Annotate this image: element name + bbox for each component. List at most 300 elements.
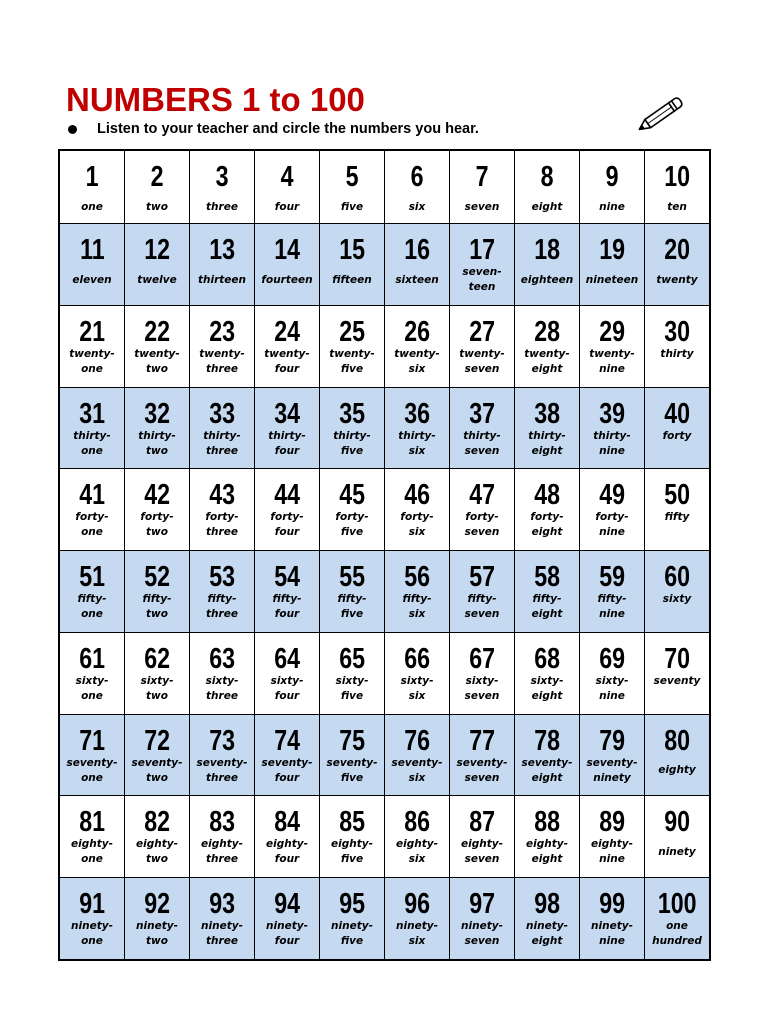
number-digits: 85 bbox=[339, 806, 365, 839]
number-digits: 74 bbox=[274, 724, 300, 757]
number-digits: 79 bbox=[599, 724, 625, 757]
number-word-line: eight bbox=[531, 608, 563, 621]
number-cell bbox=[255, 224, 320, 305]
number-word-line: nine bbox=[599, 526, 625, 539]
number-digits: 25 bbox=[339, 315, 365, 348]
number-cell bbox=[190, 151, 255, 223]
number-cell bbox=[255, 151, 320, 223]
number-digits: 52 bbox=[144, 561, 170, 594]
number-word-line: eight bbox=[531, 200, 563, 213]
number-digits: 41 bbox=[79, 479, 105, 512]
number-digits: 54 bbox=[274, 561, 300, 594]
number-digits: 5 bbox=[345, 161, 359, 193]
number-word-line: seventy- bbox=[66, 756, 118, 769]
number-digits: 45 bbox=[339, 479, 365, 512]
number-word-line: eighty bbox=[658, 764, 696, 777]
number-word-line: twenty- bbox=[134, 347, 180, 360]
number-word-line: hundred bbox=[652, 935, 702, 948]
number-cell bbox=[60, 224, 125, 305]
number-word-line: thirty- bbox=[333, 429, 371, 442]
number-cell bbox=[60, 633, 125, 714]
number-word-line: eighty- bbox=[201, 838, 243, 851]
number-digits: 96 bbox=[404, 888, 430, 921]
number-word-line: eighteen bbox=[520, 273, 574, 286]
number-cell bbox=[125, 469, 190, 550]
number-word-line: fifty bbox=[664, 511, 690, 524]
number-word bbox=[270, 510, 303, 540]
number-word bbox=[524, 347, 570, 377]
number-word-line: five bbox=[340, 200, 364, 213]
number-word-line: seventy- bbox=[521, 756, 573, 769]
number-word bbox=[663, 592, 692, 622]
number-word bbox=[73, 429, 111, 459]
number-cell bbox=[580, 878, 645, 959]
number-cell bbox=[385, 151, 450, 223]
number-word bbox=[332, 265, 372, 295]
number-word-line: thirty- bbox=[463, 429, 501, 442]
number-word bbox=[526, 837, 568, 867]
number-word bbox=[396, 919, 438, 949]
number-word bbox=[261, 265, 312, 295]
number-word-line: two bbox=[146, 526, 168, 539]
number-word-line: seven bbox=[464, 444, 500, 457]
number-digits: 27 bbox=[469, 315, 495, 348]
number-word-line: sixty- bbox=[530, 674, 564, 687]
number-digits: 73 bbox=[209, 724, 235, 757]
number-word bbox=[465, 674, 500, 704]
number-word-line: seventy- bbox=[196, 756, 248, 769]
number-cell bbox=[515, 715, 580, 796]
number-word-line: fifty- bbox=[532, 593, 562, 606]
number-cell bbox=[515, 388, 580, 469]
number-word-line: five bbox=[340, 689, 364, 702]
pencil-icon bbox=[634, 95, 686, 135]
number-word-line: thirteen bbox=[197, 273, 246, 286]
number-word-line: sixty- bbox=[75, 674, 109, 687]
number-word-line: ninety- bbox=[71, 920, 113, 933]
number-word bbox=[136, 837, 178, 867]
number-word-line: forty- bbox=[270, 511, 304, 524]
number-cell bbox=[580, 796, 645, 877]
number-digits: 1 bbox=[85, 161, 99, 193]
number-cell bbox=[645, 551, 709, 632]
number-cell bbox=[580, 151, 645, 223]
number-word-line: sixty- bbox=[400, 674, 434, 687]
number-word-line: seventy- bbox=[261, 756, 313, 769]
number-cell bbox=[645, 306, 709, 387]
number-word-line: six bbox=[408, 444, 426, 457]
number-digits: 64 bbox=[274, 642, 300, 675]
number-word-line: thirty- bbox=[203, 429, 241, 442]
number-word-line: thirty- bbox=[593, 429, 631, 442]
number-word-line: one bbox=[81, 689, 103, 702]
number-word bbox=[398, 429, 436, 459]
number-word-line: fifty- bbox=[467, 593, 497, 606]
number-digits: 39 bbox=[599, 397, 625, 430]
number-word bbox=[597, 592, 626, 622]
number-cell bbox=[125, 796, 190, 877]
number-word bbox=[137, 265, 176, 295]
number-word bbox=[526, 919, 568, 949]
number-word-line: nine bbox=[599, 362, 625, 375]
number-digits: 23 bbox=[209, 315, 235, 348]
number-word bbox=[663, 429, 692, 459]
number-word-line: three bbox=[206, 444, 238, 457]
number-word bbox=[461, 837, 503, 867]
number-word-line: four bbox=[274, 444, 300, 457]
number-word-line: four bbox=[274, 689, 300, 702]
number-digits: 6 bbox=[410, 161, 424, 193]
number-cell bbox=[320, 715, 385, 796]
number-word-line: three bbox=[206, 362, 238, 375]
number-digits: 58 bbox=[534, 561, 560, 594]
number-digits: 32 bbox=[144, 397, 170, 430]
number-cell bbox=[450, 469, 515, 550]
number-word-line: forty- bbox=[140, 511, 174, 524]
number-word-line: seven bbox=[464, 771, 500, 784]
number-cell bbox=[190, 796, 255, 877]
number-word-line: sixty bbox=[662, 593, 692, 606]
number-cell bbox=[320, 633, 385, 714]
number-word-line: four bbox=[274, 362, 300, 375]
number-cell bbox=[385, 224, 450, 305]
number-cell bbox=[125, 633, 190, 714]
number-word-line: forty- bbox=[205, 511, 239, 524]
number-word bbox=[396, 837, 438, 867]
number-digits: 87 bbox=[469, 806, 495, 839]
number-digits: 40 bbox=[664, 397, 690, 430]
number-word bbox=[463, 429, 501, 459]
number-word-line: one bbox=[666, 920, 688, 933]
number-word bbox=[199, 347, 245, 377]
number-cell bbox=[60, 151, 125, 223]
number-word-line: one bbox=[81, 608, 103, 621]
number-word bbox=[71, 837, 113, 867]
number-cell bbox=[450, 306, 515, 387]
number-word-line: sixty- bbox=[595, 674, 629, 687]
number-word-line: sixty- bbox=[205, 674, 239, 687]
number-word bbox=[337, 592, 366, 622]
number-word-line: thirty- bbox=[268, 429, 306, 442]
number-word-line: two bbox=[146, 200, 168, 213]
number-word-line: four bbox=[274, 608, 300, 621]
number-cell bbox=[190, 469, 255, 550]
number-word bbox=[134, 347, 180, 377]
number-cell bbox=[385, 633, 450, 714]
number-digits: 12 bbox=[144, 234, 170, 266]
number-word-line: eighty- bbox=[331, 838, 373, 851]
number-word-line: seven bbox=[464, 608, 500, 621]
number-word-line: twenty- bbox=[589, 347, 635, 360]
number-digits: 75 bbox=[339, 724, 365, 757]
number-word-line: eighty- bbox=[591, 838, 633, 851]
number-word bbox=[591, 837, 633, 867]
number-word-line: seven bbox=[464, 526, 500, 539]
number-cell bbox=[645, 878, 709, 959]
number-word-line: sixty- bbox=[335, 674, 369, 687]
number-word-line: forty- bbox=[75, 511, 109, 524]
number-word-line: three bbox=[206, 689, 238, 702]
number-cell bbox=[255, 551, 320, 632]
number-cell bbox=[125, 715, 190, 796]
number-word-line: teen bbox=[468, 281, 496, 293]
number-cell bbox=[190, 551, 255, 632]
number-cell bbox=[645, 224, 709, 305]
number-cell bbox=[450, 224, 515, 305]
number-word bbox=[586, 265, 638, 295]
number-word bbox=[275, 192, 299, 222]
table-row bbox=[60, 633, 709, 715]
number-word bbox=[532, 592, 563, 622]
number-word-line: sixty- bbox=[140, 674, 174, 687]
number-digits: 65 bbox=[339, 642, 365, 675]
number-digits: 33 bbox=[209, 397, 235, 430]
number-word bbox=[595, 510, 628, 540]
number-word bbox=[71, 919, 113, 949]
number-digits: 53 bbox=[209, 561, 235, 594]
number-word-line: forty bbox=[662, 429, 692, 442]
number-word-line: seventy- bbox=[391, 756, 443, 769]
number-word bbox=[461, 919, 503, 949]
number-word-line: three bbox=[206, 771, 238, 784]
number-word-line: forty- bbox=[400, 511, 434, 524]
number-word bbox=[141, 674, 174, 704]
number-digits: 21 bbox=[79, 315, 105, 348]
number-word-line: three bbox=[206, 526, 238, 539]
number-cell bbox=[190, 306, 255, 387]
number-word-line: sixty- bbox=[465, 674, 499, 687]
table-row bbox=[60, 388, 709, 470]
number-word bbox=[198, 265, 246, 295]
number-word bbox=[272, 592, 301, 622]
number-word bbox=[268, 429, 306, 459]
number-word bbox=[331, 837, 373, 867]
number-word-line: ninety- bbox=[201, 920, 243, 933]
number-digits: 83 bbox=[209, 806, 235, 839]
number-word-line: eleven bbox=[72, 273, 112, 286]
number-cell bbox=[60, 715, 125, 796]
number-word-line: seven bbox=[464, 200, 500, 213]
number-digits: 50 bbox=[664, 479, 690, 512]
number-word-line: thirty- bbox=[138, 429, 176, 442]
number-word bbox=[465, 592, 500, 622]
number-cell bbox=[320, 796, 385, 877]
table-row bbox=[60, 306, 709, 388]
number-word-line: seven- bbox=[462, 266, 502, 278]
number-cell bbox=[515, 796, 580, 877]
number-word-line: eight bbox=[531, 526, 563, 539]
number-cell bbox=[125, 878, 190, 959]
number-digits: 48 bbox=[534, 479, 560, 512]
number-digits: 89 bbox=[599, 806, 625, 839]
number-word bbox=[206, 592, 238, 622]
number-digits: 26 bbox=[404, 315, 430, 348]
number-cell bbox=[580, 551, 645, 632]
number-word-line: four bbox=[274, 935, 300, 948]
number-word bbox=[586, 756, 637, 786]
number-word bbox=[266, 919, 308, 949]
number-word bbox=[462, 265, 501, 295]
number-word bbox=[75, 510, 108, 540]
number-word bbox=[333, 429, 371, 459]
number-word-line: seventy bbox=[653, 674, 701, 687]
number-cell bbox=[60, 306, 125, 387]
number-word-line: ninety- bbox=[396, 920, 438, 933]
number-digits: 2 bbox=[150, 161, 164, 193]
number-word bbox=[271, 674, 304, 704]
number-word bbox=[465, 192, 500, 222]
number-word-line: thirty- bbox=[528, 429, 566, 442]
number-digits: 11 bbox=[79, 234, 105, 266]
bullet-icon bbox=[68, 125, 77, 134]
number-digits: 77 bbox=[469, 724, 495, 757]
number-digits: 3 bbox=[215, 161, 229, 193]
number-word-line: six bbox=[408, 362, 426, 375]
number-word bbox=[206, 674, 239, 704]
number-word-line: ninety- bbox=[136, 920, 178, 933]
number-word-line: fifty- bbox=[402, 593, 432, 606]
number-word-line: six bbox=[408, 200, 426, 213]
number-cell bbox=[515, 306, 580, 387]
number-word bbox=[76, 674, 109, 704]
number-word-line: five bbox=[340, 608, 364, 621]
numbers-grid bbox=[58, 149, 711, 961]
number-digits: 69 bbox=[599, 642, 625, 675]
number-cell bbox=[60, 551, 125, 632]
number-digits: 56 bbox=[404, 561, 430, 594]
number-digits: 99 bbox=[599, 888, 625, 921]
table-row bbox=[60, 551, 709, 633]
number-digits: 17 bbox=[469, 234, 495, 266]
number-digits: 61 bbox=[79, 642, 105, 675]
number-word bbox=[69, 347, 115, 377]
number-digits: 68 bbox=[534, 642, 560, 675]
number-word-line: four bbox=[274, 200, 300, 213]
number-word-line: two bbox=[146, 362, 168, 375]
number-cell bbox=[255, 633, 320, 714]
number-word-line: two bbox=[146, 935, 168, 948]
number-word-line: two bbox=[146, 689, 168, 702]
number-word-line: eighty- bbox=[266, 838, 308, 851]
number-word bbox=[326, 756, 377, 786]
number-digits: 93 bbox=[209, 888, 235, 921]
instruction-text: Listen to your teacher and circle the numbers you hear. bbox=[97, 121, 479, 137]
number-digits: 38 bbox=[534, 397, 560, 430]
number-cell bbox=[255, 469, 320, 550]
number-cell bbox=[450, 151, 515, 223]
number-word-line: four bbox=[274, 526, 300, 539]
number-word-line: fourteen bbox=[261, 273, 313, 286]
number-word-line: five bbox=[340, 362, 364, 375]
number-digits: 78 bbox=[534, 724, 560, 757]
number-cell bbox=[125, 224, 190, 305]
number-digits: 46 bbox=[404, 479, 430, 512]
number-cell bbox=[645, 388, 709, 469]
number-cell bbox=[60, 878, 125, 959]
number-cell bbox=[580, 224, 645, 305]
number-word-line: six bbox=[408, 526, 426, 539]
number-word-line: seventy- bbox=[586, 756, 638, 769]
number-digits: 81 bbox=[79, 806, 105, 839]
number-cell bbox=[385, 878, 450, 959]
number-word bbox=[136, 919, 178, 949]
number-word-line: eight bbox=[531, 853, 563, 866]
number-cell bbox=[125, 551, 190, 632]
number-cell bbox=[320, 151, 385, 223]
number-word-line: five bbox=[340, 526, 364, 539]
number-cell bbox=[515, 878, 580, 959]
number-digits: 31 bbox=[79, 397, 105, 430]
number-word bbox=[593, 429, 631, 459]
number-word bbox=[589, 347, 635, 377]
number-word bbox=[465, 510, 500, 540]
number-word bbox=[201, 919, 243, 949]
number-word bbox=[394, 347, 440, 377]
number-word bbox=[652, 919, 702, 949]
number-word-line: two bbox=[146, 853, 168, 866]
number-word-line: one bbox=[81, 200, 103, 213]
number-word bbox=[591, 919, 633, 949]
number-word bbox=[528, 429, 566, 459]
number-digits: 14 bbox=[274, 234, 300, 266]
number-word-line: ninety- bbox=[526, 920, 568, 933]
number-word-line: forty- bbox=[595, 511, 629, 524]
number-word-line: seventy- bbox=[456, 756, 508, 769]
number-digits: 72 bbox=[144, 724, 170, 757]
number-cell bbox=[320, 388, 385, 469]
number-word-line: five bbox=[340, 853, 364, 866]
number-cell bbox=[60, 469, 125, 550]
number-digits: 36 bbox=[404, 397, 430, 430]
number-word-line: twenty- bbox=[394, 347, 440, 360]
number-word-line: fifty- bbox=[77, 593, 107, 606]
number-digits: 8 bbox=[540, 161, 554, 193]
number-word bbox=[658, 837, 696, 867]
number-digits: 82 bbox=[144, 806, 170, 839]
number-word-line: seven bbox=[464, 935, 500, 948]
number-digits: 22 bbox=[144, 315, 170, 348]
number-digits: 9 bbox=[605, 161, 619, 193]
number-cell bbox=[255, 878, 320, 959]
number-cell bbox=[450, 878, 515, 959]
number-word-line: twenty- bbox=[524, 347, 570, 360]
number-digits: 95 bbox=[339, 888, 365, 921]
number-cell bbox=[190, 633, 255, 714]
number-cell bbox=[320, 469, 385, 550]
number-digits: 57 bbox=[469, 561, 495, 594]
number-digits: 15 bbox=[339, 234, 365, 266]
number-word bbox=[77, 592, 106, 622]
number-word bbox=[131, 756, 182, 786]
number-cell bbox=[580, 715, 645, 796]
number-cell bbox=[515, 633, 580, 714]
number-word-line: one bbox=[81, 853, 103, 866]
number-word-line: twenty bbox=[656, 273, 698, 286]
number-digits: 20 bbox=[664, 234, 690, 266]
number-digits: 24 bbox=[274, 315, 300, 348]
number-word-line: seven bbox=[464, 853, 500, 866]
number-word bbox=[596, 674, 629, 704]
number-word-line: eighty- bbox=[71, 838, 113, 851]
number-word-line: six bbox=[408, 689, 426, 702]
number-word-line: eighty- bbox=[136, 838, 178, 851]
number-cell bbox=[125, 151, 190, 223]
number-digits: 30 bbox=[664, 315, 690, 348]
number-cell bbox=[450, 388, 515, 469]
number-cell bbox=[645, 633, 709, 714]
number-word-line: twelve bbox=[137, 273, 177, 286]
number-word bbox=[658, 756, 696, 786]
